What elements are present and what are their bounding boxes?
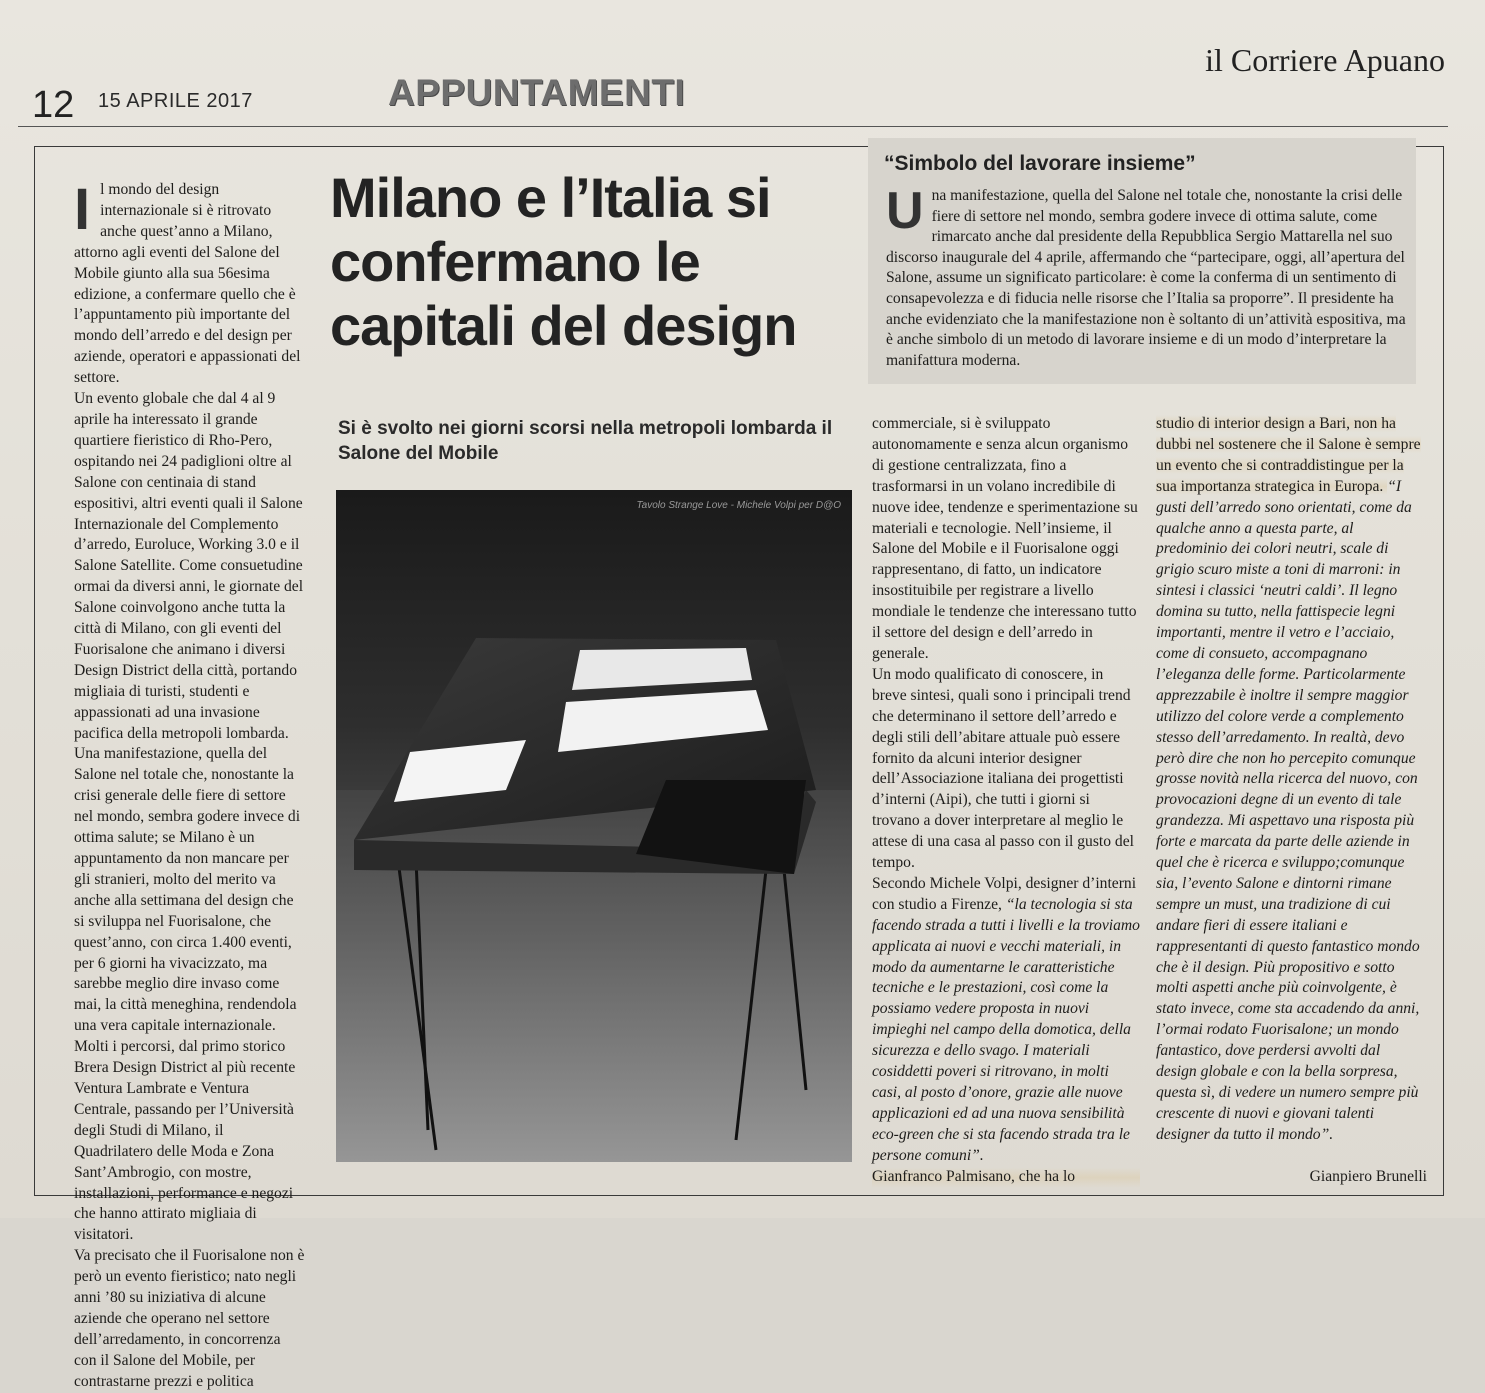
paragraph: commerciale, si è sviluppato autonomamente e senza alcun organismo di gestione centralizzata, fino a trasformarsi in un volano incredibile di nuove idee, tendenze e sperimentazione su materiali e tecnologie. Nell’insieme, il Salone del Mobile e il Fuorisalone oggi rappresentano, di fatto, un indicatore insostituibile per registrare a livello mondiale le tendenze che interessano tutto il settore del design e dell’arredo in generale.	[872, 415, 1138, 662]
dropcap: U	[886, 182, 924, 240]
page-number: 12	[32, 84, 75, 126]
paragraph: Va precisato che il Fuorisalone non è però un evento fieristico; nato negli anni ’80 su iniziativa di alcune aziende che operano nel settore dell’arredamento, in concorrenza con il Salone del Mobile, per contrastarne prezzi e politica	[74, 1247, 305, 1390]
paragraph	[1156, 414, 1424, 1146]
issue-date: 15 APRILE 2017	[98, 90, 253, 112]
paragraph: Gianfranco Palmisano, che ha lo	[872, 1167, 1140, 1188]
article-column-3	[872, 414, 1140, 1188]
quote: “I gusti dell’arredo sono orientati, come da qualche anno a questa parte, al predominio dei colori neutri, scale di grigio scuro miste a toni di marroni: in sintesi i classici ‘neutri caldi’. Il legno domina su tutto, nella fattispecie legni importanti, mentre il vetro e l’acciaio, come di consueto, accompagnano l’eleganza delle forme. Particolarmente apprezzabile è inoltre il sempre maggior utilizzo del colore verde a complemento stesso dell’arredamento. In realtà, devo però dire che non ho percepito comunque grosse novità nella ricerca del nuovo, con provocazioni degne di un evento di tale grandezza. Mi aspettavo una risposta più forte e marcata da parte delle aziende in quel che è ricerca e sviluppo;comunque sia, l’evento Salone e dintorni rimane sempre un must, una tradizione di cui andare fieri di essere italiani e rappresentanti di questo fantastico mondo che è il design. Più propositivo e sotto molti aspetti anche più coinvolgente, è stato invece, come sta accadendo da anni, l’ormai rodato Fuorisalone; un mondo fantastico, dove perdersi avvolti dal design globale e con la bella sorpresa, questa sì, di vedere un numero sempre più crescente di nuovi e giovani talenti designer da tutto il mondo”.	[1156, 477, 1420, 1143]
article-column-1	[74, 177, 306, 1393]
author-signature: Gianpiero Brunelli	[1309, 1168, 1427, 1185]
paragraph-lead: studio di interior design a Bari, non ha dubbi nel sostenere che il Salone è sempre un evento che si contraddistingue per la sua importanza strategica in Europa.	[1156, 415, 1421, 495]
quote: “la tecnologia si sta facendo strada a tutti i livelli e la troviamo applicata ai nuovi e vecchi materiali, in modo da aumentarne le caratteristiche tecniche e le prestazioni, così come la possiamo vedere proposta in nuovi impieghi nel campo della domotica, della sicurezza e dello svago. I materiali cosiddetti poveri si ritrovano, in molti casi, al posto d’onore, grazie alle nuove applicazioni ed ad una nuova sensibilità eco-green che si sta facendo strada tra le persone comuni”.	[872, 895, 1140, 1164]
paragraph	[872, 874, 1140, 1167]
sidebar-text	[886, 182, 1406, 371]
sidebar-paragraph: na manifestazione, quella del Salone nel totale che, nonostante la crisi delle fiere di settore nel mondo, sembra godere invece di ottima salute, come rimarcato anche dal presidente della Repubblica Sergio Mattarella nel suo discorso inaugurale del 4 aprile, affermando che “partecipare, oggi, all’apertura del Salone, assume un significato particolare: è come la conferma di un sentimento di consapevolezza e di fiducia nelle risorse che l’Italia sa proporre”. Il presidente ha anche evidenziato che la manifestazione non è soltanto di un’attività espositiva, ma è anche simbolo di un metodo di lavorare insieme e di un modo d’interpretare la manifattura moderna.	[886, 187, 1406, 369]
article-column-4	[1156, 414, 1424, 1146]
headline: Milano e l’Italia si confermano le capitali del design	[330, 166, 797, 357]
paragraph: Un modo qualificato di conoscere, in breve sintesi, quali sono i principali trend che determinano il settore dell’arredo e degli stili dell’abitare attuale può essere fornito da alcuni interior designer dell’Associazione italiana dei progettisti d’interni (Aipi), che tutti i giorni si trovano a dover interpretare al meglio le attese di una casa al passo con il gusto del tempo.	[872, 665, 1134, 872]
sidebar-title: “Simbolo del lavorare insieme”	[884, 152, 1196, 175]
section-title: APPUNTAMENTI	[388, 72, 686, 113]
paragraph: l mondo del design internazionale si è ritrovato anche quest’anno a Milano, attorno agli eventi del Salone del Mobile giunto alla sua 56esima edizione, a confermare quello che è l’appuntamento più importante del mondo dell’arredo e del design per aziende, operatori e appassionati del settore.	[74, 181, 301, 387]
quote-lead: Secondo Michele Volpi, designer d’interni con studio a Firenze,	[872, 874, 1137, 913]
photo-caption: Tavolo Strange Love - Michele Volpi per D@O	[636, 500, 841, 511]
table-photo	[336, 490, 852, 1162]
subheadline: Si è svolto nei giorni scorsi nella metropoli lombarda il Salone del Mobile	[338, 418, 833, 464]
masthead: il Corriere Apuano	[1205, 42, 1445, 78]
paragraph: Una manifestazione, quella del Salone nel totale che, nonostante la crisi generale delle fiere di settore nel mondo, sembra godere invece di ottima salute; se Milano è un appuntamento da non mancare per gli stranieri, molto del merito va anche alla settimana del design che si sviluppa nel Fuorisalone, che quest’anno, con circa 1.400 eventi, per 6 giorni ha vivacizzato, ma sarebbe meglio dire invaso come mai, la città meneghina, rendendola una vera capitale internazionale. Molti i percorsi, dal primo storico Brera Design District al più recente Ventura Lambrate e Ventura Centrale, passando per l’Università degli Studi di Milano, il Quadrilatero delle Moda e Zona Sant’Ambrogio, con mostre, installazioni, performance e negozi che hanno attirato migliaia di visitatori.	[74, 745, 301, 1244]
header-rule	[18, 126, 1448, 127]
paragraph: Un evento globale che dal 4 al 9 aprile ha interessato il grande quartiere fieristico di Rho-Pero, ospitando nei 24 padiglioni oltre al Salone con centinaia di stand espositivi, altri eventi quali il Salone Internazionale del Complemento d’arredo, Euroluce, Working 3.0 e il Salone Satellite. Come consuetudine ormai da diversi anni, le giornate del Salone coinvolgono anche tutta la città di Milano, con gli eventi del Fuorisalone che animano i diversi Design District della città, portando migliaia di turisti, studenti e appassionati ad una invasione pacifica della metropoli lombarda.	[74, 390, 304, 742]
table-illustration	[336, 490, 852, 1162]
dropcap: I	[74, 177, 91, 242]
